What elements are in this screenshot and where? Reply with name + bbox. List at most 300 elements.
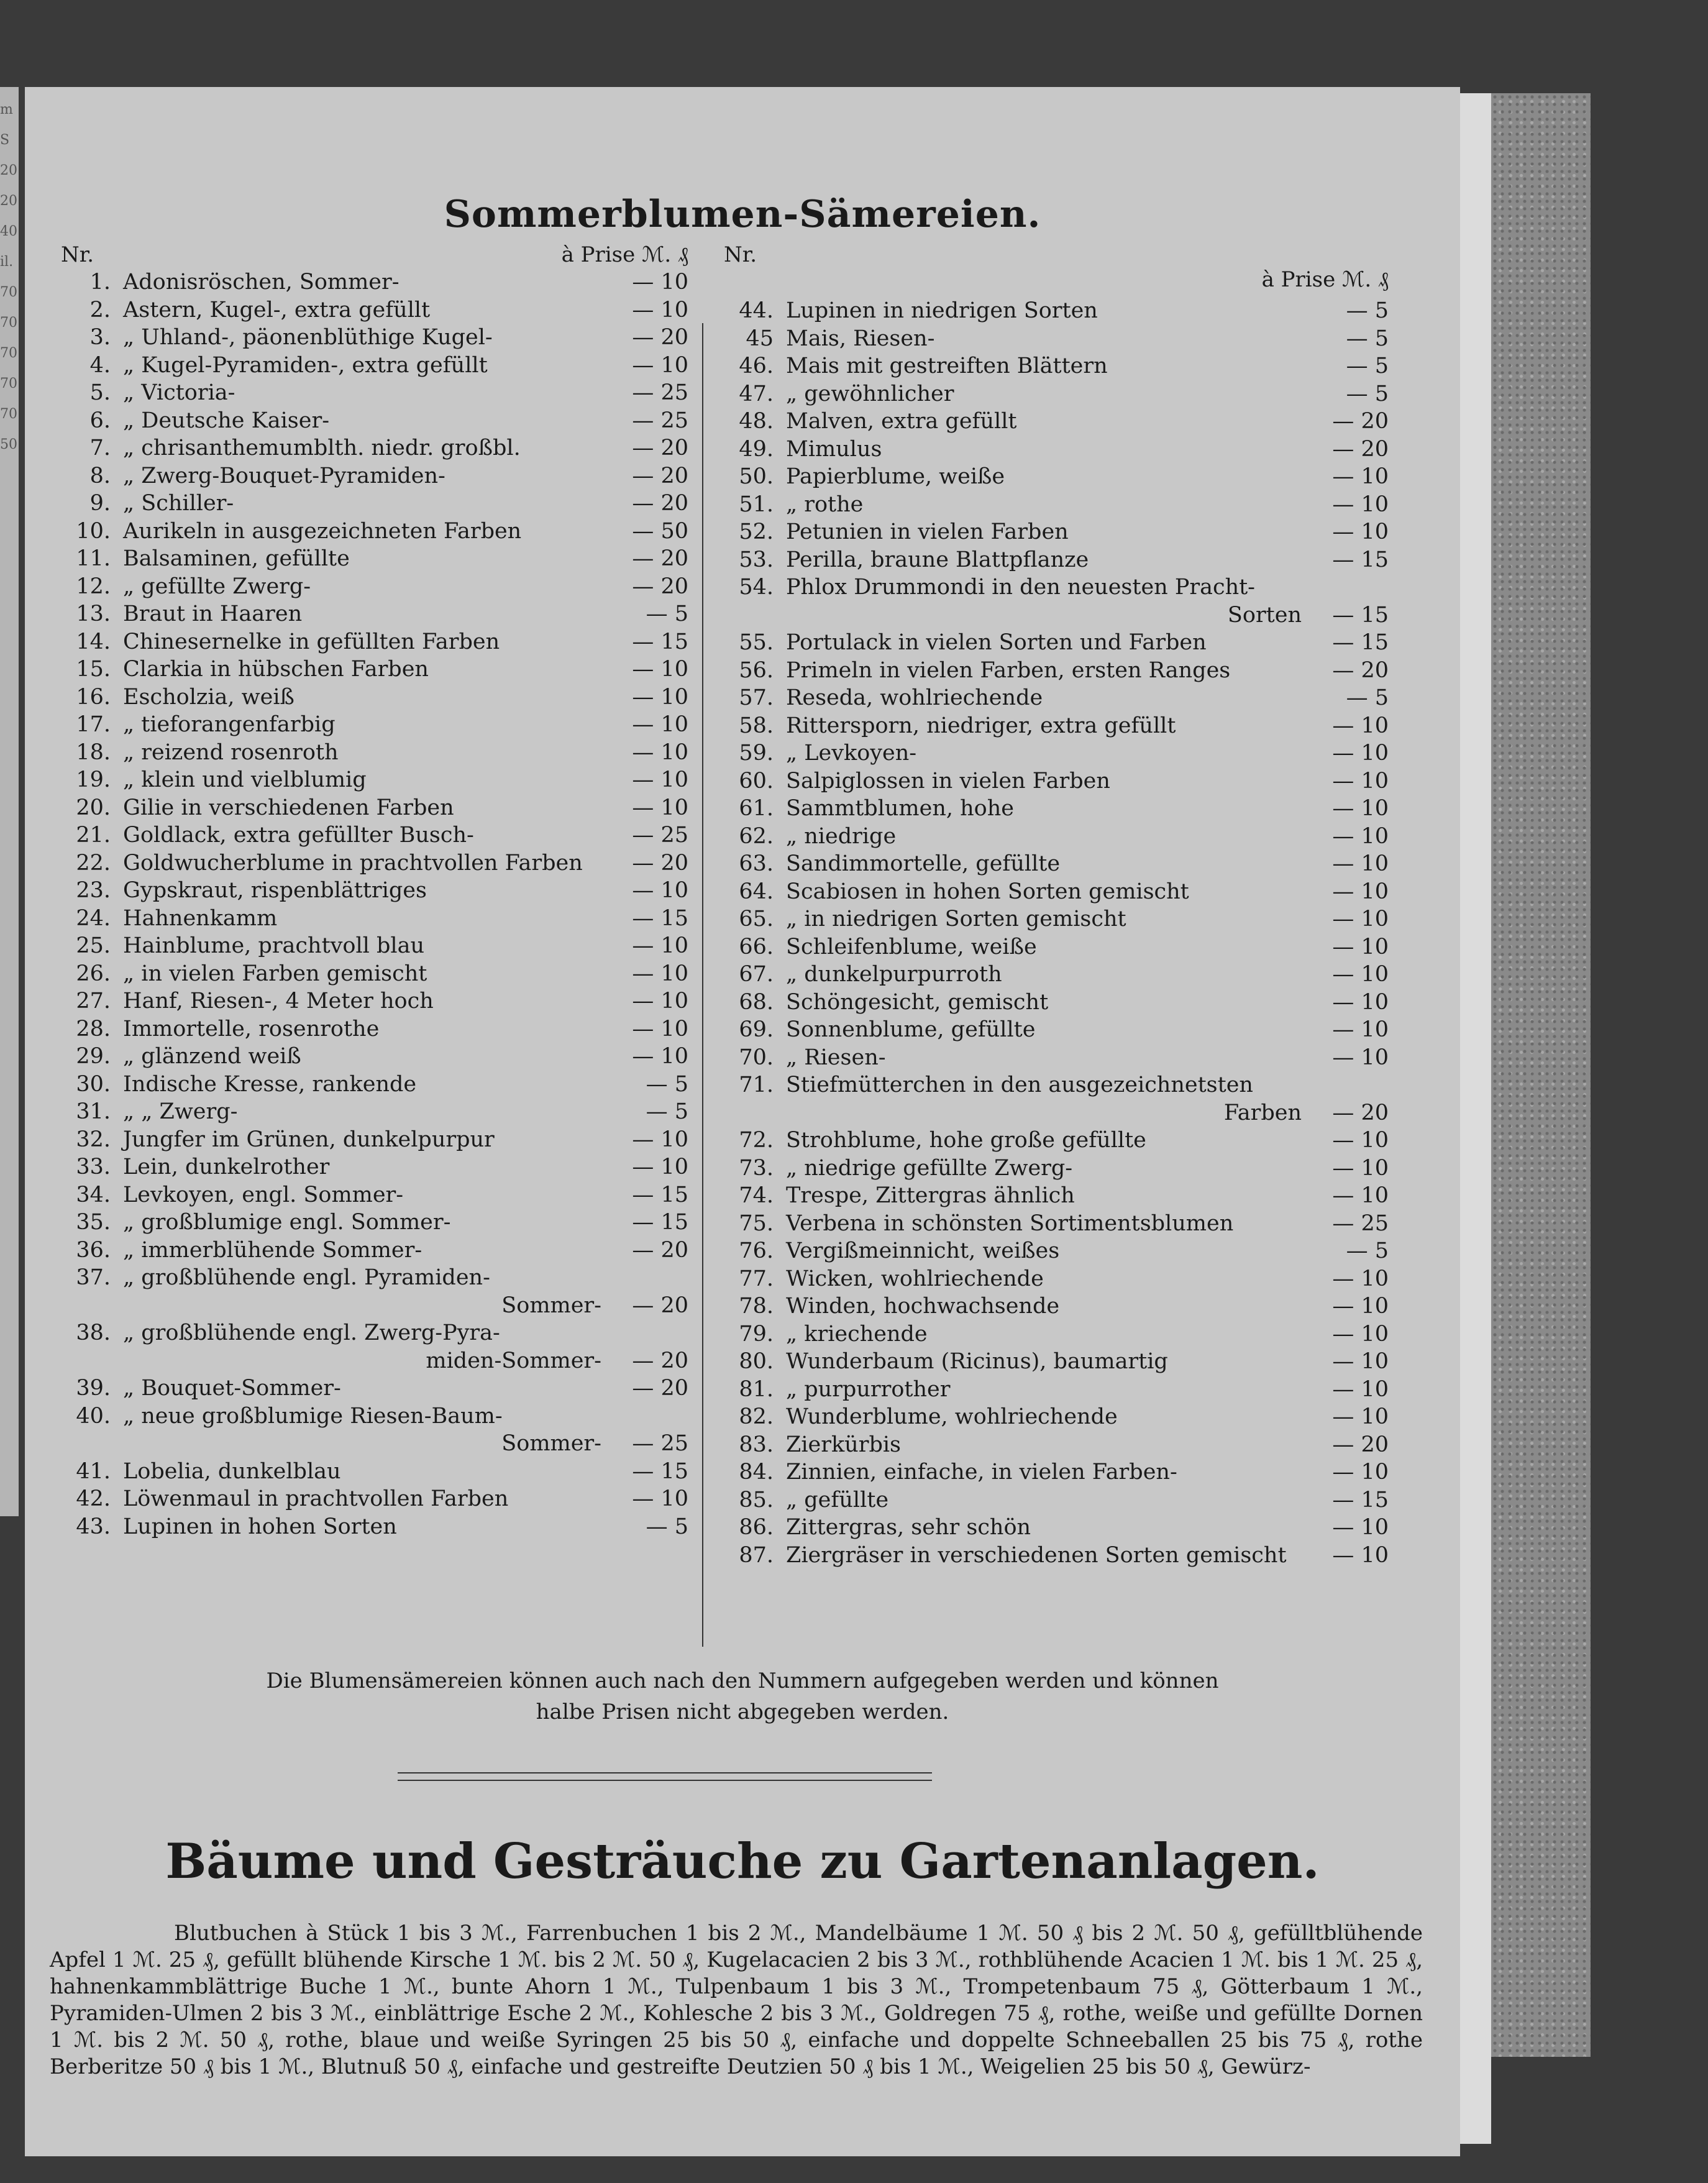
item-number: 57. (739, 685, 774, 710)
item-number: 39. (76, 1376, 111, 1401)
item-name: Clarkia in hübschen Farben (123, 657, 429, 682)
item-name: Malven, extra gefüllt (786, 409, 1017, 434)
item-name: Sandimmortelle, gefüllte (786, 851, 1061, 876)
list-item (61, 989, 688, 1017)
item-number: 56. (739, 657, 774, 683)
item-name: Ziergräser in verschiedenen Sorten gemischt (786, 1542, 1287, 1568)
list-item (724, 1377, 1389, 1405)
item-number: 63. (739, 851, 774, 876)
item-price: — 20 (632, 850, 688, 876)
item-price: — 10 (632, 933, 688, 958)
item-price: — 10 (632, 1016, 688, 1041)
item-number: 65. (739, 907, 774, 931)
list-item (724, 713, 1389, 741)
column-divider (702, 323, 703, 1647)
item-name: Braut in Haaren (123, 602, 303, 626)
item-number: 51. (739, 492, 774, 517)
list-item (724, 409, 1389, 437)
item-price: — 15 (1332, 1487, 1389, 1513)
list-item (724, 1432, 1389, 1460)
item-name: Mimulus (786, 436, 882, 462)
list-item (61, 1099, 688, 1127)
item-price: — 20 (632, 463, 688, 488)
item-number: 45 (746, 326, 774, 351)
list-item (61, 1155, 688, 1183)
item-price: — 15 (632, 905, 688, 931)
item-price: — 10 (632, 739, 688, 765)
item-name: Rittersporn, niedriger, extra gefüllt (786, 713, 1176, 738)
item-number: 49. (739, 436, 774, 462)
item-number: 3. (89, 325, 111, 350)
item-name: Sorten (1227, 602, 1302, 628)
item-price: — 10 (632, 961, 688, 986)
item-name: Goldwucherblume in prachtvollen Farben (123, 850, 583, 876)
item-name: „ Levkoyen- (786, 741, 917, 766)
item-number: 36. (76, 1237, 111, 1263)
item-name: „ in niedrigen Sorten gemischt (786, 907, 1126, 931)
list-item (61, 851, 688, 879)
item-name: Lupinen in hohen Sorten (123, 1514, 397, 1539)
item-number: 46. (739, 354, 774, 378)
item-name: „ Victoria- (123, 380, 235, 405)
item-number: 26. (76, 961, 111, 986)
section-title: Bäume und Gesträuche zu Gartenanlagen. (165, 1833, 1320, 1890)
price-header: à Prise ℳ. ₰ (561, 242, 688, 267)
item-number: 58. (739, 713, 774, 738)
list-item (61, 906, 688, 934)
list-item (61, 436, 688, 464)
item-price: — 10 (632, 1127, 688, 1152)
item-name: Portulack in vielen Sorten und Farben (786, 630, 1207, 655)
item-price: — 15 (632, 1458, 688, 1484)
list-item (61, 1431, 688, 1459)
item-number: 87. (739, 1542, 774, 1568)
item-number: 42. (76, 1486, 111, 1511)
list-item (724, 1460, 1389, 1488)
item-price: — 10 (632, 767, 688, 792)
item-number: 48. (739, 409, 774, 434)
list-item (724, 492, 1389, 520)
list-item (61, 1293, 688, 1321)
item-name: Phlox Drummondi in den neuesten Pracht- (786, 575, 1256, 600)
item-name: „ kriechende (786, 1321, 928, 1347)
item-number: 1. (89, 270, 111, 295)
item-number: 54. (739, 575, 774, 600)
item-number: 41. (76, 1458, 111, 1484)
item-number: 8. (89, 463, 111, 488)
item-number: 21. (76, 823, 111, 848)
list-item (724, 962, 1389, 990)
ordering-note: Die Blumensämereien können auch nach den Nummern aufgegeben werden und können halbe Prisen nicht abgegeben werden. (266, 1668, 1219, 1724)
item-price: — 10 (1332, 879, 1389, 904)
item-name: Adonisröschen, Sommer- (123, 270, 400, 295)
item-price: — 25 (632, 408, 688, 433)
item-price: — 20 (632, 574, 688, 599)
item-number: 64. (739, 879, 774, 904)
item-number: 19. (76, 767, 111, 792)
item-name: Hahnenkamm (123, 905, 278, 931)
list-item (724, 603, 1389, 631)
item-name: Mais mit gestreiften Blättern (786, 354, 1108, 378)
item-number: 12. (76, 574, 111, 599)
list-item (61, 767, 688, 795)
item-price: — 20 (1332, 409, 1389, 434)
item-name: Perilla, braune Blattpflanze (786, 547, 1089, 572)
list-item (61, 1514, 688, 1542)
item-number: 37. (76, 1265, 111, 1290)
list-item (724, 907, 1389, 935)
right-column-header (724, 242, 1389, 298)
item-number: 10. (76, 518, 111, 544)
item-number: 80. (739, 1349, 774, 1374)
item-price: — 20 (1332, 1100, 1389, 1125)
item-name: „ Bouquet-Sommer- (123, 1376, 341, 1401)
item-name: „ purpurrother (786, 1376, 951, 1402)
item-price: — 20 (632, 1376, 688, 1401)
item-price: — 10 (1332, 768, 1389, 794)
item-name: „ großblühende engl. Zwerg-Pyra- (123, 1320, 500, 1345)
list-item (724, 464, 1389, 492)
item-number: 31. (76, 1099, 111, 1124)
nr-header: Nr. (61, 242, 94, 267)
item-name: Levkoyen, engl. Sommer- (123, 1182, 404, 1207)
list-item (61, 491, 688, 519)
item-price: — 10 (632, 989, 688, 1014)
margin-fragment: S (0, 132, 10, 148)
item-number: 53. (739, 547, 774, 572)
item-number: 9. (89, 491, 111, 516)
nr-header: Nr. (724, 242, 757, 267)
item-number: 20. (76, 795, 111, 820)
item-price: — 10 (1332, 934, 1389, 959)
item-number: 35. (76, 1210, 111, 1235)
list-item (61, 712, 688, 740)
item-name: „ gefüllte Zwerg- (123, 574, 311, 599)
item-price: — 20 (632, 325, 688, 350)
item-name: Lupinen in niedrigen Sorten (786, 298, 1098, 323)
list-item (724, 990, 1389, 1018)
list-item (61, 1072, 688, 1100)
item-price: — 10 (632, 1155, 688, 1179)
item-price: — 50 (632, 518, 688, 544)
item-price: — 10 (1332, 741, 1389, 766)
list-item (724, 1238, 1389, 1266)
item-price: — 10 (1332, 1017, 1389, 1042)
item-number: 55. (739, 630, 774, 655)
list-item (724, 630, 1389, 658)
item-number: 11. (76, 546, 111, 571)
item-name: Petunien in vielen Farben (786, 519, 1069, 544)
item-name: Mais, Riesen- (786, 326, 935, 351)
list-item (724, 1101, 1389, 1128)
list-item (61, 629, 688, 657)
item-price: — 10 (1332, 1349, 1389, 1374)
item-price: — 10 (632, 1044, 688, 1069)
item-price: — 5 (646, 1071, 688, 1097)
item-name: Hainblume, prachtvoll blau (123, 933, 424, 958)
book-page (25, 87, 1460, 2156)
item-price: — 10 (632, 878, 688, 903)
item-price: — 10 (1332, 1183, 1389, 1208)
item-name: miden-Sommer- (426, 1348, 601, 1373)
list-item (724, 1322, 1389, 1350)
item-price: — 10 (1332, 1376, 1389, 1402)
item-name: „ Schiller- (123, 491, 234, 516)
item-number: 27. (76, 989, 111, 1014)
item-price: — 25 (632, 823, 688, 848)
list-item (61, 740, 688, 768)
item-price: — 10 (1332, 1155, 1389, 1181)
margin-fragment: 70 (0, 315, 17, 331)
list-item (724, 1515, 1389, 1543)
item-name: Escholzia, weiß (123, 684, 295, 710)
item-price: — 10 (1332, 796, 1389, 821)
item-name: Sommer- (501, 1293, 601, 1318)
item-number: 77. (739, 1266, 774, 1291)
item-number: 25. (76, 933, 111, 958)
item-number: 32. (76, 1127, 111, 1152)
list-item (61, 1404, 688, 1432)
item-name: Sammtblumen, hohe (786, 796, 1014, 821)
page-edges (1460, 93, 1491, 2144)
item-name: „ chrisanthemumblth. niedr. großbl. (123, 436, 521, 460)
item-price: — 5 (646, 602, 688, 626)
item-name: Verbena in schönsten Sortimentsblumen (786, 1210, 1234, 1236)
list-item (724, 354, 1389, 382)
item-name: „ „ Zwerg- (123, 1099, 238, 1124)
item-number: 22. (76, 850, 111, 876)
item-price: — 10 (1332, 989, 1389, 1015)
list-item (724, 547, 1389, 575)
list-item (61, 408, 688, 436)
list-item (61, 1376, 688, 1404)
item-price: — 20 (632, 491, 688, 516)
item-price: — 10 (632, 795, 688, 820)
item-name: „ immerblühende Sommer- (123, 1237, 422, 1263)
item-name: „ großblühende engl. Pyramiden- (123, 1265, 490, 1290)
item-name: „ gewöhnlicher (786, 381, 954, 406)
list-item (61, 1044, 688, 1072)
item-name: Wunderblume, wohlriechende (786, 1404, 1118, 1429)
item-name: „ Uhland-, päonenblüthige Kugel- (123, 325, 493, 350)
list-item (724, 685, 1389, 713)
item-price: — 10 (1332, 1321, 1389, 1347)
list-item (61, 878, 688, 906)
list-item (724, 1488, 1389, 1516)
item-name: „ in vielen Farben gemischt (123, 961, 427, 986)
list-item (61, 1486, 688, 1514)
item-price: — 5 (1346, 381, 1389, 406)
margin-fragment: 70 (0, 376, 17, 391)
item-name: Zinnien, einfache, in vielen Farben- (786, 1460, 1177, 1485)
section-body-text: Blutbuchen à Stück 1 bis 3 ℳ., Farrenbuchen 1 bis 2 ℳ., Mandelbäume 1 ℳ. 50 ₰ bis 2 ℳ. 50 ₰, gefülltblühende Apfel 1 ℳ. 25 ₰, gefüllt blühende Kirsche 1 ℳ. bis 2 ℳ. 50 ₰, Kugelacacien 2 bis 3 ℳ., rothblühende Acacien 1 ℳ. bis 1 ℳ. 25 ₰, hahnenkammblättrige Buche 1 ℳ., bunte Ahorn 1 ℳ., Tulpenbaum 1 bis 3 ℳ., Trompetenbaum 75 ₰, Götterbaum 1 ℳ., Pyramiden-Ulmen 2 bis 3 ℳ., einblättrige Esche 2 ℳ., Kohlesche 2 bis 3 ℳ., Goldregen 75 ₰, rothe, weiße und gefüllte Dornen 1 ℳ. bis 2 ℳ. 50 ₰, rothe, blaue und weiße Syringen 25 bis 50 ₰, einfache und doppelte Schneeballen 25 bis 75 ₰, rothe Berberitze 50 ₰ bis 1 ℳ., Blutnuß 50 ₰, einfache und gestreifte Deutzien 50 ₰ bis 1 ℳ., Weigelien 25 bis 50 ₰, Gewürz- (50, 1921, 1423, 2079)
item-number: 6. (89, 408, 111, 433)
margin-fragment: 70 (0, 406, 17, 422)
item-name: „ rothe (786, 492, 864, 517)
item-name: Lobelia, dunkelblau (123, 1458, 341, 1484)
item-name: „ Zwerg-Bouquet-Pyramiden- (123, 463, 445, 488)
item-number: 68. (739, 989, 774, 1015)
right-seed-list (724, 298, 1389, 1570)
item-name: „ tieforangenfarbig (123, 712, 336, 737)
item-name: „ dunkelpurpurroth (786, 962, 1002, 987)
item-name: „ großblumige engl. Sommer- (123, 1210, 451, 1235)
item-name: „ Deutsche Kaiser- (123, 408, 330, 433)
item-number: 67. (739, 962, 774, 987)
list-item (61, 961, 688, 989)
item-number: 50. (739, 464, 774, 489)
list-item (61, 685, 688, 713)
item-name: Papierblume, weiße (786, 464, 1005, 489)
item-price: — 25 (632, 1431, 688, 1456)
list-item (61, 464, 688, 492)
item-price: — 10 (632, 270, 688, 295)
item-price: — 5 (1346, 685, 1389, 710)
item-number: 15. (76, 657, 111, 682)
list-item (61, 933, 688, 961)
item-number: 16. (76, 684, 111, 710)
list-item (61, 380, 688, 408)
item-price: — 10 (1332, 1515, 1389, 1540)
list-item (61, 1459, 688, 1487)
item-name: Vergißmeinnicht, weißes (786, 1238, 1060, 1263)
item-number: 70. (739, 1045, 774, 1070)
item-number: 66. (739, 934, 774, 959)
list-item (724, 1073, 1389, 1101)
item-name: Goldlack, extra gefüllter Busch- (123, 823, 474, 848)
item-price: — 15 (632, 629, 688, 654)
list-item (61, 1127, 688, 1155)
item-name: Salpiglossen in vielen Farben (786, 768, 1110, 794)
item-name: Lein, dunkelrother (123, 1155, 330, 1179)
item-number: 5. (89, 380, 111, 405)
item-number: 28. (76, 1016, 111, 1041)
list-item (724, 1543, 1389, 1571)
item-price: — 20 (1332, 657, 1389, 683)
item-name: Astern, Kugel-, extra gefüllt (123, 297, 431, 323)
item-number: 30. (76, 1071, 111, 1097)
item-name: Schleifenblume, weiße (786, 934, 1037, 959)
item-number: 86. (739, 1515, 774, 1540)
item-price: — 5 (1346, 326, 1389, 351)
item-name: Gilie in verschiedenen Farben (123, 795, 454, 820)
page-title: Sommerblumen-Sämereien. (444, 193, 1041, 236)
item-name: Schöngesicht, gemischt (786, 989, 1049, 1015)
list-item (61, 353, 688, 381)
item-name: „ gefüllte (786, 1487, 889, 1513)
item-name: Zierkürbis (786, 1432, 901, 1457)
list-item (724, 1128, 1389, 1156)
item-number: 83. (739, 1432, 774, 1457)
item-name: Sonnenblume, gefüllte (786, 1017, 1036, 1042)
item-price: — 15 (632, 1182, 688, 1207)
item-name: „ niedrige (786, 823, 897, 849)
list-item (724, 824, 1389, 852)
item-price: — 25 (632, 380, 688, 405)
item-price: — 15 (632, 1210, 688, 1235)
item-price: — 10 (1332, 464, 1389, 489)
list-item (724, 1294, 1389, 1322)
item-number: 79. (739, 1321, 774, 1347)
item-price: — 10 (1332, 1266, 1389, 1291)
item-name: Winden, hochwachsende (786, 1294, 1060, 1319)
item-price: — 10 (1332, 823, 1389, 849)
item-name: Strohblume, hohe große gefüllte (786, 1128, 1146, 1153)
list-item (61, 657, 688, 685)
list-item (724, 1045, 1389, 1073)
item-price: — 10 (632, 297, 688, 323)
item-number: 40. (76, 1403, 111, 1429)
item-name: Jungfer im Grünen, dunkelpurpur (123, 1127, 495, 1152)
item-price: — 5 (1346, 298, 1389, 323)
left-seed-list (61, 270, 688, 1542)
item-number: 75. (739, 1210, 774, 1236)
item-number: 38. (76, 1320, 111, 1345)
item-price: — 10 (632, 352, 688, 378)
item-price: — 10 (1332, 1128, 1389, 1153)
item-price: — 15 (1332, 547, 1389, 572)
item-number: 34. (76, 1182, 111, 1207)
list-item (61, 1183, 688, 1210)
book-cover-edge (1491, 93, 1591, 2057)
item-price: — 5 (1346, 1238, 1389, 1263)
item-price: — 5 (646, 1099, 688, 1124)
left-column-header (61, 242, 688, 270)
item-name: „ Riesen- (786, 1045, 886, 1070)
item-number: 85. (739, 1487, 774, 1513)
adjacent-page-sliver (0, 87, 19, 1516)
item-price: — 15 (1332, 602, 1389, 628)
item-name: Farben (1223, 1100, 1302, 1125)
item-name: Immortelle, rosenrothe (123, 1016, 380, 1041)
list-item (61, 602, 688, 629)
item-name: Aurikeln in ausgezeichneten Farben (123, 518, 522, 544)
list-item (61, 546, 688, 574)
item-price: — 10 (1332, 1542, 1389, 1568)
item-number: 72. (739, 1128, 774, 1153)
margin-fragment: il. (0, 254, 14, 270)
item-number: 23. (76, 878, 111, 903)
item-number: 73. (739, 1155, 774, 1181)
list-item (724, 1266, 1389, 1294)
list-item (61, 1320, 688, 1348)
list-item (61, 519, 688, 547)
item-name: Indische Kresse, rankende (123, 1071, 417, 1097)
item-number: 59. (739, 741, 774, 766)
item-number: 82. (739, 1404, 774, 1429)
item-price: — 5 (1346, 354, 1389, 378)
list-item (61, 1017, 688, 1045)
item-name: „ Kugel-Pyramiden-, extra gefüllt (123, 352, 488, 378)
item-number: 24. (76, 905, 111, 931)
item-price: — 10 (1332, 1045, 1389, 1070)
item-price: — 5 (646, 1514, 688, 1539)
item-price: — 10 (632, 712, 688, 737)
item-number: 7. (89, 436, 111, 460)
item-price: — 20 (632, 546, 688, 571)
item-name: „ glänzend weiß (123, 1044, 301, 1069)
list-item (61, 823, 688, 851)
item-number: 2. (89, 297, 111, 323)
list-item (724, 851, 1389, 879)
item-price: — 10 (1332, 907, 1389, 931)
item-name: Stiefmütterchen in den ausgezeichnetsten (786, 1073, 1253, 1097)
item-price: — 15 (1332, 630, 1389, 655)
list-item (724, 796, 1389, 824)
item-name: „ niedrige gefüllte Zwerg- (786, 1155, 1073, 1181)
item-number: 74. (739, 1183, 774, 1208)
list-item (724, 879, 1389, 907)
